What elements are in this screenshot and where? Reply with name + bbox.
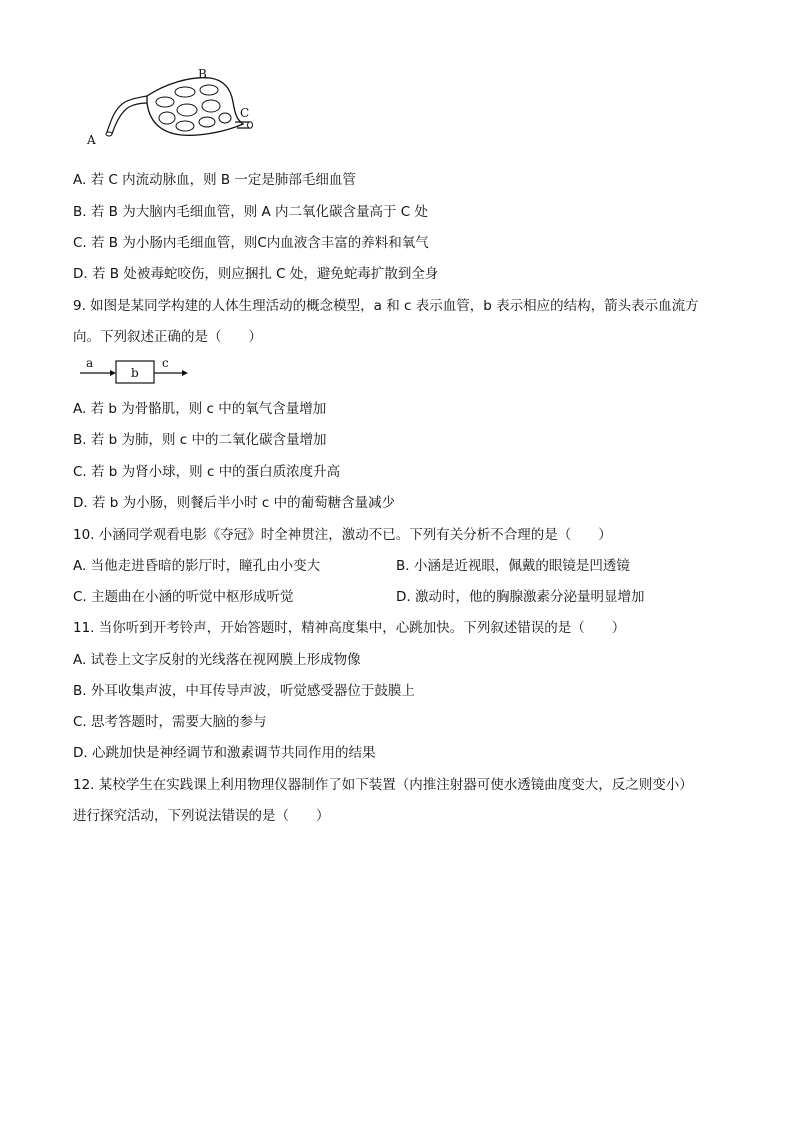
q9-stem-line2: 向。下列叙述正确的是（ ）: [73, 329, 262, 345]
q11-stem: 11. 当你听到开考铃声，开始答题时，精神高度集中，心跳加快。下列叙述错误的是（ ）: [73, 620, 626, 636]
q9-option-c: C. 若 b 为肾小球，则 c 中的蛋白质浓度升高: [73, 464, 341, 480]
q8-option-d: D. 若 B 处被毒蛇咬伤，则应捆扎 C 处，避免蛇毒扩散到全身: [73, 266, 439, 282]
vessel-a: [107, 96, 147, 132]
q11-option-d: D. 心跳加快是神经调节和激素调节共同作用的结果: [73, 745, 376, 761]
q10-option-c: C. 主题曲在小涵的听觉中枢形成听觉: [73, 589, 294, 605]
label-a: A: [87, 133, 96, 147]
q12-stem-line1: 12. 某校学生在实践课上利用物理仪器制作了如下装置（内推注射器可使水透镜曲度变大，反之则变小）: [73, 777, 693, 793]
q8-option-a: A. 若 C 内流动脉血，则 B 一定是肺部毛细血管: [73, 172, 356, 188]
q10-row1: [73, 556, 320, 576]
q10-option-b: B. 小涵是近视眼，佩戴的眼镜是凹透镜: [396, 558, 630, 574]
q9-stem-line1: 9. 如图是某同学构建的人体生理活动的概念模型，a 和 c 表示血管，b 表示相应的结构，箭头表示血流方: [73, 298, 699, 314]
q12-stem-line2: 进行探究活动，下列说法错误的是（ ）: [73, 808, 330, 824]
flow-model-diagram: [78, 356, 193, 386]
q9-option-b: B. 若 b 为肺，则 c 中的二氧化碳含量增加: [73, 432, 327, 448]
q8-option-b: B. 若 B 为大脑内毛细血管，则 A 内二氧化碳含量高于 C 处: [73, 204, 429, 220]
label-c: C: [240, 106, 250, 120]
q11-option-a: A. 试卷上文字反射的光线落在视网膜上形成物像: [73, 652, 361, 668]
q10-option-d: D. 激动时，他的胸腺激素分泌量明显增加: [396, 589, 645, 605]
capillary-diagram: [85, 62, 260, 152]
q10-option-a: A. 当他走进昏暗的影厅时，瞳孔由小变大: [73, 558, 321, 574]
q10-stem: 10. 小涵同学观看电影《夺冠》时全神贯注，激动不已。下列有关分析不合理的是（ ）: [73, 527, 612, 543]
q9-option-d: D. 若 b 为小肠，则餐后半小时 c 中的葡萄糖含量减少: [73, 495, 396, 511]
q8-option-c: C. 若 B 为小肠内毛细血管，则C内血液含丰富的养料和氧气: [73, 235, 429, 251]
label-c-small: c: [162, 356, 169, 370]
q11-option-b: B. 外耳收集声波，中耳传导声波，听觉感受器位于鼓膜上: [73, 683, 415, 699]
label-b: B: [198, 67, 207, 81]
label-a-small: a: [86, 356, 94, 370]
q11-option-c: C. 思考答题时，需要大脑的参与: [73, 714, 267, 730]
q10-row2: [73, 587, 294, 607]
q9-option-a: A. 若 b 为骨骼肌，则 c 中的氧气含量增加: [73, 401, 327, 417]
label-b-box: b: [131, 366, 139, 380]
